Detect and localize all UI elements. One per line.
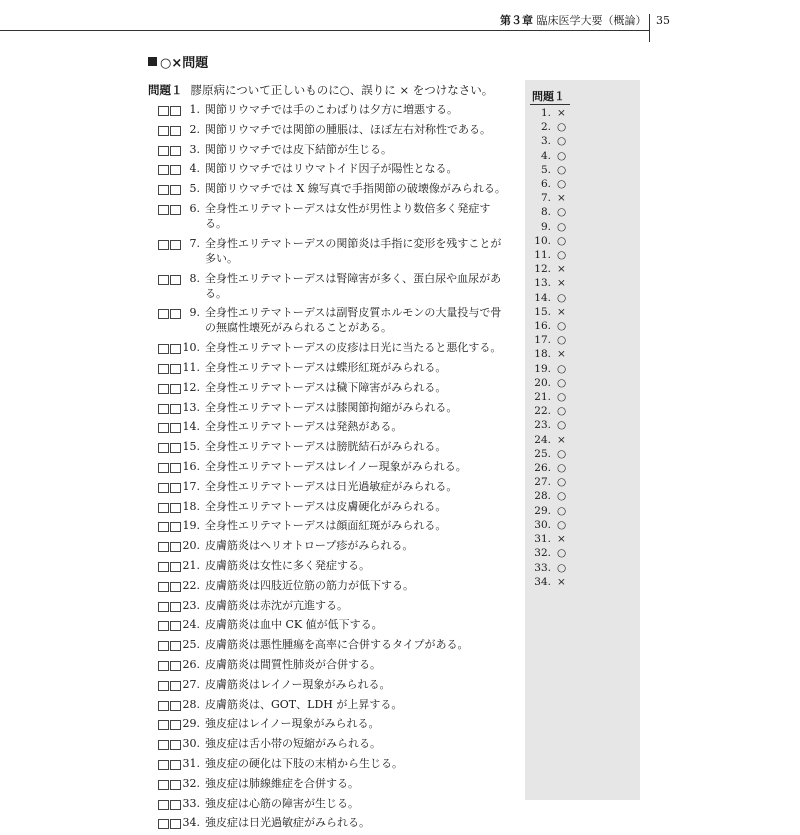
answer-row [533, 433, 566, 447]
section-title [148, 52, 208, 71]
answer-number: 22. [534, 405, 551, 418]
answer-mark: × [557, 575, 566, 588]
answer-mark: ○ [557, 362, 567, 375]
question-item [158, 815, 508, 830]
answer-checkbox[interactable] [158, 344, 169, 354]
answer-row [533, 191, 566, 205]
item-number: 32. [182, 776, 200, 790]
answer-number: 8. [540, 206, 551, 219]
chapter-number: 第３章 [500, 14, 533, 27]
answer-mark: × [557, 277, 566, 290]
chapter-title: 臨床医学大要（概論） [536, 14, 647, 27]
answer-checkbox[interactable] [158, 800, 169, 810]
answer-mark: ○ [557, 149, 567, 162]
answer-mark: × [557, 192, 566, 205]
question-list [158, 102, 508, 835]
item-number: 25. [182, 638, 200, 652]
answer-row [533, 504, 566, 518]
answer-mark: ○ [557, 391, 567, 404]
answer-mark: ○ [557, 206, 567, 219]
answer-checkbox[interactable] [158, 522, 169, 532]
answer-checkbox[interactable] [158, 661, 169, 671]
answer-checkbox[interactable] [158, 146, 169, 156]
answer-checkbox[interactable] [158, 542, 169, 552]
answer-row [533, 390, 566, 404]
answer-key-panel [525, 80, 640, 800]
answer-number: 29. [534, 504, 551, 517]
section-marker-icon [148, 57, 157, 66]
answer-checkbox[interactable] [158, 483, 169, 493]
item-number: 6. [189, 201, 200, 215]
answer-row [533, 177, 566, 191]
answer-checkbox[interactable] [158, 562, 169, 572]
answer-checkbox[interactable] [158, 364, 169, 374]
item-text: 全身性エリテマトーデスの関節炎は手指に変形を残すことが多い。 [205, 236, 502, 265]
question-item [158, 558, 508, 573]
answer-mark: ○ [557, 419, 567, 432]
answer-checkbox[interactable] [158, 463, 169, 473]
answer-checkbox[interactable] [158, 423, 169, 433]
answer-checkbox[interactable] [158, 701, 169, 711]
answer-mark: ○ [557, 561, 567, 574]
answer-number: 14. [534, 291, 551, 304]
answer-row [533, 262, 566, 276]
item-text: 全身性エリテマトーデスは副腎皮質ホルモンの大量投与で骨の無腐性壊死がみられることがある。 [205, 306, 502, 335]
question-item [158, 201, 508, 231]
answer-mark: ○ [557, 178, 567, 191]
item-text: 全身性エリテマトーデスは膝関節拘縮がみられる。 [205, 400, 458, 414]
answer-number: 33. [534, 561, 551, 574]
item-number: 20. [182, 539, 200, 553]
answer-row [533, 248, 566, 262]
answer-row [533, 447, 566, 461]
item-text: 強皮症は心筋の障害が生じる。 [205, 796, 359, 810]
answer-row [533, 276, 566, 290]
answer-row [533, 518, 566, 532]
answer-number: 3. [540, 135, 551, 148]
answer-row [533, 461, 566, 475]
question-item [158, 578, 508, 593]
answer-checkbox[interactable] [158, 404, 169, 414]
answer-checkbox[interactable] [158, 384, 169, 394]
answer-row [533, 319, 566, 333]
item-number: 4. [189, 162, 200, 176]
question-item [158, 271, 508, 301]
answer-row [533, 546, 566, 560]
item-text: 関節リウマチでは皮下結節が生じる。 [205, 142, 392, 156]
item-text: 全身性エリテマトーデスは腎障害が多く、蛋白尿や血尿がある。 [205, 271, 502, 300]
answer-checkbox[interactable] [158, 602, 169, 612]
answer-row [533, 120, 566, 134]
item-number: 22. [182, 578, 200, 592]
answer-number: 27. [534, 476, 551, 489]
question-item [158, 756, 508, 771]
item-text: 全身性エリテマトーデスは女性が男性より数倍多く発症する。 [205, 201, 491, 230]
answer-checkbox[interactable] [158, 185, 169, 195]
item-text: 強皮症はレイノー現象がみられる。 [205, 717, 380, 731]
answer-mark: × [557, 107, 566, 119]
answer-number: 17. [534, 334, 551, 347]
item-number: 3. [189, 142, 200, 156]
answer-number: 16. [534, 320, 551, 333]
answer-mark: ○ [557, 518, 567, 531]
answer-row [533, 134, 566, 148]
answer-row [533, 291, 566, 305]
answer-number: 18. [534, 348, 551, 361]
answer-number: 5. [540, 163, 551, 176]
answer-mark: ○ [557, 376, 567, 389]
answer-number: 12. [534, 263, 551, 276]
answer-checkbox[interactable] [158, 106, 169, 116]
question-item [158, 161, 508, 176]
answer-number: 2. [540, 121, 551, 134]
question-item [158, 716, 508, 731]
question-item [158, 459, 508, 474]
answer-row [533, 362, 566, 376]
answer-number: 28. [534, 490, 551, 503]
answer-mark: × [557, 433, 566, 446]
answer-checkbox[interactable] [158, 205, 169, 215]
answer-number: 19. [534, 362, 551, 375]
item-number: 30. [182, 737, 200, 751]
answer-row [533, 220, 566, 234]
item-text: 全身性エリテマトーデスは日光過敏症がみられる。 [205, 479, 458, 493]
answer-row [533, 305, 566, 319]
question-label: 問題１ [148, 83, 183, 97]
item-text: 全身性エリテマトーデスはレイノー現象がみられる。 [205, 459, 467, 473]
answer-number: 20. [534, 376, 551, 389]
question-item [158, 181, 508, 196]
header-vertical-rule [649, 14, 650, 42]
item-text: 関節リウマチでは関節の腫脹は、ほぼ左右対称性である。 [205, 122, 491, 136]
question-item [158, 677, 508, 692]
question-heading [148, 82, 493, 98]
answer-row [533, 489, 566, 503]
answer-checkbox[interactable] [158, 165, 169, 175]
answer-checkbox[interactable] [158, 621, 169, 631]
answer-checkbox[interactable] [158, 240, 169, 250]
answer-key-title: 問題１ [532, 90, 565, 103]
item-number: 10. [182, 341, 200, 355]
answer-number: 26. [534, 462, 551, 475]
answer-checkbox[interactable] [158, 126, 169, 136]
answer-checkbox[interactable] [158, 309, 169, 319]
answer-mark: ○ [557, 476, 567, 489]
item-number: 11. [182, 360, 200, 374]
item-number: 5. [189, 182, 200, 196]
item-text: 皮膚筋炎はレイノー現象がみられる。 [205, 677, 391, 691]
section-title-text: ×問題 [171, 56, 209, 71]
item-number: 31. [182, 756, 200, 770]
answer-mark: × [557, 305, 566, 318]
answer-row [533, 106, 566, 120]
item-text: 皮膚筋炎は、GOT、LDH が上昇する。 [205, 697, 403, 711]
item-number: 21. [182, 558, 200, 572]
answer-list [533, 106, 566, 589]
item-text: 全身性エリテマトーデスは膀胱結石がみられる。 [205, 440, 447, 454]
answer-number: 1. [540, 107, 551, 119]
item-number: 16. [182, 459, 200, 473]
answer-row [533, 376, 566, 390]
section-circle: ○ [160, 56, 172, 71]
answer-mark: ○ [557, 291, 567, 304]
question-item [158, 598, 508, 613]
item-number: 1. [189, 103, 200, 116]
item-text: 皮膚筋炎は間質性肺炎が合併する。 [205, 657, 381, 671]
answer-row [533, 404, 566, 418]
item-text: 強皮症は日光過敏症がみられる。 [205, 816, 370, 830]
answer-number: 10. [534, 234, 551, 247]
item-number: 8. [189, 271, 200, 285]
item-number: 23. [182, 598, 200, 612]
answer-number: 15. [534, 305, 551, 318]
question-item [158, 142, 508, 157]
item-number: 27. [182, 677, 200, 691]
answer-key-title-rule [530, 104, 570, 105]
question-item [158, 796, 508, 811]
answer-mark: ○ [557, 334, 567, 347]
answer-number: 31. [534, 533, 551, 546]
answer-mark: ○ [557, 135, 567, 148]
question-item [158, 617, 508, 632]
answer-mark: ○ [557, 547, 567, 560]
question-item [158, 518, 508, 533]
answer-mark: ○ [557, 447, 567, 460]
item-number: 28. [182, 697, 200, 711]
item-text: 強皮症は肺線維症を合併する。 [205, 776, 359, 790]
answer-mark: ○ [557, 163, 567, 176]
question-item [158, 697, 508, 712]
item-number: 34. [182, 816, 200, 830]
question-item [158, 122, 508, 137]
item-number: 7. [189, 236, 200, 250]
item-text: 強皮症の硬化は下肢の末梢から生じる。 [205, 756, 403, 770]
answer-checkbox[interactable] [158, 760, 169, 770]
item-number: 14. [182, 420, 200, 434]
answer-checkbox[interactable] [158, 443, 169, 453]
answer-row [533, 333, 566, 347]
answer-mark: ○ [557, 462, 567, 475]
item-number: 33. [182, 796, 200, 810]
item-text: 全身性エリテマトーデスは穢下障害がみられる。 [205, 380, 447, 394]
item-number: 2. [189, 122, 200, 136]
question-item [158, 499, 508, 514]
answer-row [533, 575, 566, 589]
question-item [158, 360, 508, 375]
item-number: 19. [182, 519, 200, 533]
question-item [158, 637, 508, 652]
answer-number: 32. [534, 547, 551, 560]
answer-checkbox[interactable] [158, 275, 169, 285]
answer-mark: ○ [557, 490, 567, 503]
answer-number: 13. [534, 277, 551, 290]
item-text: 全身性エリテマトーデスの皮疹は日光に当たると悪化する。 [205, 341, 502, 355]
answer-number: 23. [534, 419, 551, 432]
answer-row [533, 475, 566, 489]
answer-mark: ○ [557, 405, 567, 418]
answer-number: 21. [534, 391, 551, 404]
question-item [158, 776, 508, 791]
item-text: 関節リウマチではリウマトイド因子が陽性となる。 [205, 162, 458, 176]
answer-checkbox[interactable] [158, 819, 169, 829]
question-item [158, 305, 508, 335]
answer-checkbox[interactable] [158, 720, 169, 730]
item-number: 26. [182, 657, 200, 671]
item-number: 17. [182, 479, 200, 493]
answer-number: 9. [540, 220, 551, 233]
answer-row [533, 561, 566, 575]
question-item [158, 380, 508, 395]
item-text: 全身性エリテマトーデスは顔面紅斑がみられる。 [205, 519, 447, 533]
answer-row [533, 149, 566, 163]
answer-number: 6. [540, 178, 551, 191]
item-text: 関節リウマチでは手のこわばりは夕方に増悪する。 [205, 103, 458, 116]
answer-number: 34. [534, 575, 551, 588]
answer-mark: × [557, 263, 566, 276]
item-number: 29. [182, 717, 200, 731]
question-item [158, 102, 508, 117]
item-text: 全身性エリテマトーデスは発熱がある。 [205, 420, 403, 434]
answer-mark: × [557, 348, 566, 361]
question-item [158, 538, 508, 553]
answer-number: 4. [540, 149, 551, 162]
item-text: 皮膚筋炎は四肢近位筋の筋力が低下する。 [205, 578, 414, 592]
answer-mark: ○ [557, 504, 567, 517]
answer-checkbox[interactable] [158, 740, 169, 750]
answer-number: 7. [540, 192, 551, 205]
answer-row [533, 234, 566, 248]
item-text: 関節リウマチでは X 線写真で手指関節の破壊像がみられる。 [205, 182, 506, 196]
item-text: 全身性エリテマトーデスは蝶形紅斑がみられる。 [205, 360, 447, 374]
answer-number: 25. [534, 447, 551, 460]
question-item [158, 236, 508, 266]
answer-mark: ○ [557, 121, 567, 134]
question-instruction: 膠原病について正しいものに○、誤りに × をつけなさい。 [190, 83, 494, 97]
answer-mark: ○ [557, 249, 567, 262]
item-text: 皮膚筋炎は血中 CK 値が低下する。 [205, 618, 383, 632]
answer-checkbox[interactable] [158, 641, 169, 651]
question-item [158, 657, 508, 672]
answer-mark: × [557, 533, 566, 546]
item-text: 全身性エリテマトーデスは皮膚硬化がみられる。 [205, 499, 447, 513]
question-item [158, 736, 508, 751]
item-number: 13. [182, 400, 200, 414]
item-number: 12. [182, 380, 200, 394]
answer-mark: ○ [557, 320, 567, 333]
answer-number: 30. [534, 518, 551, 531]
answer-row [533, 205, 566, 219]
answer-row [533, 418, 566, 432]
answer-mark: ○ [557, 234, 567, 247]
answer-row [533, 163, 566, 177]
answer-number: 11. [534, 249, 551, 262]
item-text: 皮膚筋炎は悪性腫瘍を高率に合併するタイプがある。 [205, 638, 469, 652]
answer-checkbox[interactable] [158, 503, 169, 513]
item-text: 皮膚筋炎はヘリオトロープ疹がみられる。 [205, 539, 414, 553]
question-item [158, 419, 508, 434]
item-number: 18. [182, 499, 200, 513]
item-text: 皮膚筋炎は赤沈が亢進する。 [205, 598, 348, 612]
answer-row [533, 347, 566, 361]
answer-checkbox[interactable] [158, 681, 169, 691]
page-number: 35 [656, 14, 670, 27]
question-item [158, 439, 508, 454]
item-text: 強皮症は舌小帯の短縮がみられる。 [205, 737, 381, 751]
question-item [158, 479, 508, 494]
item-number: 24. [182, 618, 200, 632]
answer-number: 24. [534, 433, 551, 446]
item-number: 15. [182, 440, 200, 454]
item-number: 9. [189, 306, 200, 320]
answer-row [533, 532, 566, 546]
question-item [158, 400, 508, 415]
running-head [500, 12, 647, 28]
answer-checkbox[interactable] [158, 780, 169, 790]
answer-checkbox[interactable] [158, 582, 169, 592]
header-rule [0, 30, 650, 31]
question-item [158, 340, 508, 355]
answer-mark: ○ [557, 220, 567, 233]
item-text: 皮膚筋炎は女性に多く発症する。 [205, 558, 370, 572]
